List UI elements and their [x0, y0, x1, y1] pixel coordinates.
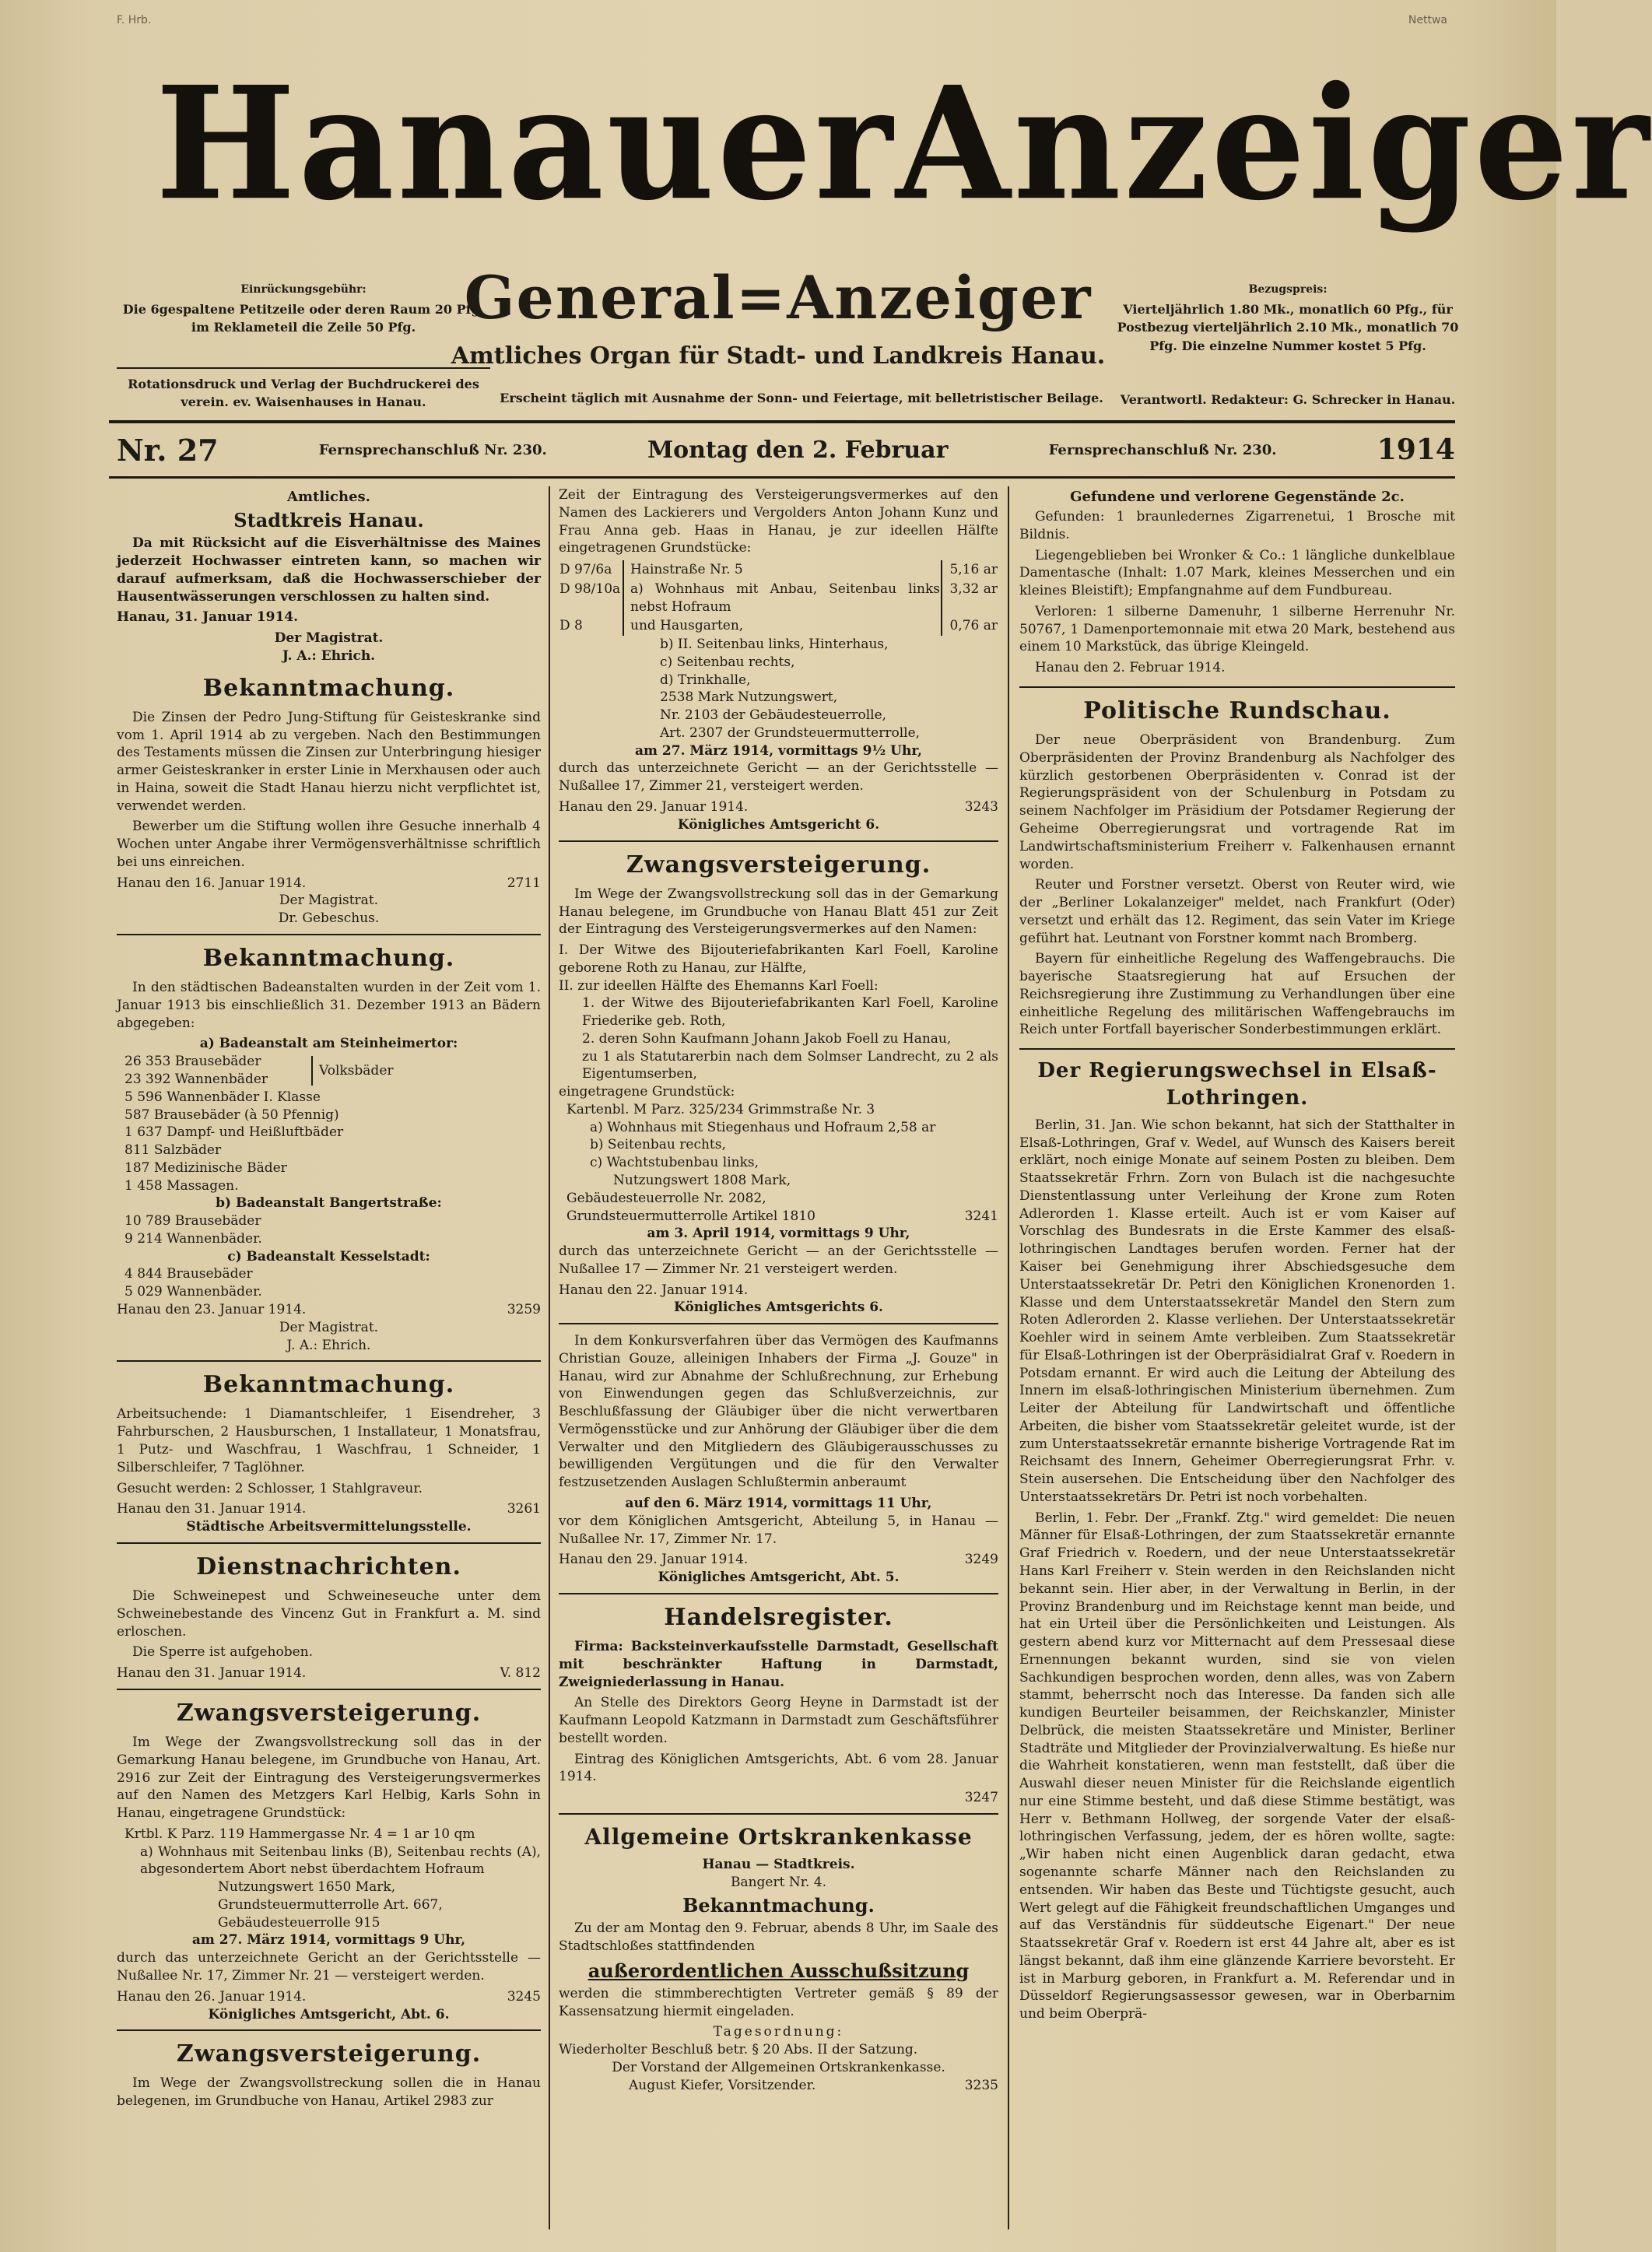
notice-foell	[559, 850, 998, 1325]
bek1-sig1: Der Magistrat.	[279, 893, 379, 909]
table-cell: a) Wohnhaus mit Anbau, Seitenbau links nebst Hofraum	[630, 581, 940, 615]
fund-text2: Liegengeblieben bei Wronker & Co.: 1 längliche dunkelblaue Damentasche (Inhalt: 1.07 Mark, kleines Messerchen und ein kleines Bleistift); Empfangnahme auf dem Fundbureau.	[1019, 547, 1455, 599]
subtitle: General=Anzeiger	[464, 263, 1093, 332]
ok-bek: Bekanntmachung.	[682, 1893, 875, 1917]
ok-text: Zu der am Montag den 9. Februar, abends 8 Uhr, im Saale des Stadtschloßes stattfindenden	[559, 1921, 998, 1954]
bath-item: 811 Salzbäder	[125, 1142, 222, 1159]
foell-num: 3241	[964, 1208, 998, 1224]
bath-item: 26 353 Brausebäder	[125, 1054, 261, 1070]
section-amtliches: Amtliches.	[287, 489, 370, 505]
bath-item: 10 789 Brausebäder	[125, 1213, 261, 1229]
dienst-text: Die Schweinepest und Schweineseuche unter dem Schweinebestande des Vincenz Gut in Frankfurt a. M. sind erloschen.	[117, 1588, 541, 1640]
table-cell: 5,16 ar	[942, 560, 998, 580]
bek3-num: 3261	[507, 1501, 541, 1517]
bek1-sig2: Dr. Gebeschus.	[278, 910, 380, 927]
zw1-line: a) Wohnhaus mit Seitenbau links (B), Seitenbau rechts (A), abgesondertem Abort nebst überdachtem Hofraum	[140, 1843, 541, 1878]
notice-dienst	[117, 1552, 541, 1690]
bek1-p2: Bewerber um die Stiftung wollen ihre Gesuche innerhalb 4 Wochen unter Angabe ihrer Vermögensverhältnisse schriftlich bei uns einreichen.	[117, 819, 541, 870]
table-row	[559, 616, 998, 636]
notice-bek3	[117, 1370, 541, 1544]
dienst-date: Hanau den 31. Januar 1914.	[117, 1665, 307, 1682]
foell-sig: Königliches Amtsgerichts 6.	[674, 1300, 883, 1316]
foell-date: Hanau den 22. Januar 1914.	[559, 1282, 749, 1298]
bek2-date: Hanau den 23. Januar 1914.	[117, 1301, 307, 1317]
fund-date: Hanau den 2. Februar 1914.	[1035, 660, 1226, 676]
zw2-title: Zwangsversteigerung.	[176, 2040, 482, 2068]
ok-to-text: Wiederholter Beschluß betr. § 20 Abs. II der Satzung.	[559, 2042, 918, 2058]
zw1-termin: am 27. März 1914, vormittags 9 Uhr,	[191, 1932, 466, 1949]
official-organ: Amtliches Organ für Stadt- und Landkreis Hanau.	[451, 342, 1106, 370]
bek2-intro: In den städtischen Badeanstalten wurden in der Zeit vom 1. Januar 1913 bis einschließlich 31. Dezember 1913 an Bädern abgegeben:	[117, 980, 541, 1031]
ad-price-head: Einrückungsgebühr:	[240, 283, 367, 296]
subscription-head: Bezugspreis:	[1248, 283, 1328, 296]
rule-bottom	[109, 476, 1455, 479]
bek2-b: b) Badeanstalt Bangertstraße:	[216, 1195, 442, 1212]
parcel-line: Art. 2307 der Grundsteuermutterrolle,	[660, 724, 921, 741]
parcel-line: Nr. 2103 der Gebäudesteuerrolle,	[660, 707, 887, 724]
fund-title: Gefundene und verlorene Gegenstände 2c.	[1070, 489, 1405, 505]
notice-konkurs	[559, 1332, 998, 1594]
konk-text2: vor dem Königlichen Amtsgericht, Abteilung 5, in Hanau — Nußallee Nr. 17, Zimmer Nr. 17.	[559, 1513, 998, 1547]
bek2-num: 3259	[507, 1301, 541, 1317]
zw1-line: Grundsteuermutterrolle Art. 667,	[218, 1896, 443, 1913]
notice-bek1	[117, 673, 541, 935]
ok-sub1: Hanau — Stadtkreis.	[702, 1857, 855, 1873]
ok-sig: August Kiefer, Vorsitzender.	[629, 2077, 816, 2093]
bath-item: 9 214 Wannenbäder.	[125, 1230, 262, 1247]
corner-mark-right: Nettwa	[1408, 14, 1447, 26]
zw2-text: Im Wege der Zwangsvollstreckung sollen die in Hanau belegenen, im Grundbuche von Hanau, Artikel 2983 zur	[117, 2075, 541, 2110]
fund-text1: Gefunden: 1 braunledernes Zigarrenetui, 1 Brosche mit Bildnis.	[1019, 509, 1455, 542]
publisher-box	[117, 367, 490, 411]
pol-p3: Bayern für einheitliche Regelung des Waffengebrauchs. Die bayerische Staatsregierung hat auf Ersuchen der Reichsregierung ihre Zustimmung zu Verhandlungen über eine einheitliche Regelung des militärischen Waffengebrauchs im Reich unter Fortfall bayerischer Sonderbestimmungen erklärt.	[1019, 951, 1455, 1038]
phone-right: Fernsprechanschluß Nr. 230.	[1048, 441, 1277, 458]
section-politik	[1019, 696, 1455, 1050]
hr-text2: An Stelle des Direktors Georg Heyne in Darmstadt ist der Kaufmann Leopold Katzmann in Darmstadt zum Geschäftsführer bestellt worden.	[559, 1695, 998, 1746]
title-right: Anzeiger	[896, 52, 1652, 235]
table-cell: 3,32 ar	[942, 580, 998, 617]
masthead	[156, 52, 1652, 235]
notice-fund	[1019, 488, 1455, 688]
dienst-text2: Die Sperre ist aufgehoben.	[132, 1644, 314, 1661]
konk-sig: Königliches Amtsgericht, Abt. 5.	[658, 1570, 900, 1586]
bek3-sig: Städtische Arbeitsvermittelungsstelle.	[186, 1519, 472, 1535]
foell-text: Im Wege der Zwangsvollstreckung soll das in der Gemarkung Hanau belegene, im Grundbuche von Hanau Blatt 451 zur Zeit der Eintragung des Versteigerungsvermerkes auf den Namen:	[559, 886, 998, 938]
ok-num: 3235	[964, 2077, 998, 2093]
foell-line: Kartenbl. M Parz. 325/234 Grimmstraße Nr. 3	[566, 1101, 875, 1117]
article-regierungswechsel	[1019, 1058, 1455, 2023]
foell-termin: am 3. April 1914, vormittags 9 Uhr,	[647, 1226, 910, 1242]
table-row	[559, 580, 998, 617]
foell-name: II. zur ideellen Hälfte des Ehemanns Karl Foell:	[559, 977, 879, 994]
konk-num: 3249	[964, 1552, 998, 1568]
bek2-volks: Volksbäder	[311, 1056, 394, 1086]
parcel-line: d) Trinkhalle,	[660, 672, 751, 688]
table-cell: D 98/10a	[559, 580, 623, 617]
hr-text3: Eintrag des Königlichen Amtsgerichts, Abt. 6 vom 28. Januar 1914.	[559, 1751, 998, 1785]
pol-p1: Der neue Oberpräsident von Brandenburg. Zum Oberpräsidenten der Provinz Brandenburg als Nachfolger des kürzlich gestorbenen Oberpräsidenten v. Conrad ist der Regierungspräsident von der Schulenburg in Potsdam zu seinem Nachfolger im Präsidium der Potsdamer Regierung der Geheime Oberregierungsrat und vortragende Rat im Landwirtschaftsministerium Freiherr v. Falkenhausen ernannt worden.	[1019, 732, 1455, 872]
notice-zw1	[117, 1698, 541, 2031]
bek2-a: a) Badeanstalt am Steinheimertor:	[199, 1036, 458, 1052]
parcel-table	[559, 560, 998, 636]
issue-bar	[117, 426, 1455, 473]
reg-p1: Berlin, 31. Jan. Wie schon bekannt, hat sich der Statthalter in Elsaß-Lothringen, Graf v. Wedel, auf Wunsch des Kaisers bereit erklärt, noch einige Monate auf seinem Posten zu bleiben. Dem Staatssekretär Frhrn. Zorn von Bulach ist die nachgesuchte Dienstentlassung unter Verleihung der Krone zum Roten Adlerorden 1. Klasse erteilt. Auch ist er vom Kaiser auf Vorschlag des Bundesrats in die Erste Kammer des elsaß-lothringischen Landtages berufen worden. Ferner hat der Kaiser bei Genehmigung ihrer Abschiedsgesuche dem Unterstaatssekretär Dr. Petri den Königlichen Kronenorden 1. Klasse und dem Unterstaatssekretär Mandel den Stern zum Roten Adlerorden 2. Klasse verliehen. Der Unterstaatssekretär Koehler wird in seinem Amte verbleiben. Zum Staatssekretär für Elsaß-Lothringen ist der Oberpräsidialrat Graf v. Roedern in Potsdam ernannt. Er wird auch die Leitung der Abteilung des Innern im elsaß-lothringischen Ministerium übernehmen. Zum Leiter der Abteilung für Landwirtschaft und öffentliche Arbeiten, die bisher vom Staatssekretär geleitet wurde, ist der zum Unterstaatssekretär ernannte bisherige Vortragende Rat im Reichsamt des Innern, Geheimer Oberregierungsrat Frhr. v. Stein ausersehen. Die Entscheidung über den Nachfolger des Unterstaatssekretärs Dr. Petri ist noch vorbehalten.	[1019, 1117, 1455, 1505]
notice-kunz	[559, 486, 998, 842]
bath-item: 5 596 Wannenbäder I. Klasse	[125, 1089, 321, 1105]
zw1-line: Krtbl. K Parz. 119 Hammergasse Nr. 4 = 1 ar 10 qm	[125, 1826, 475, 1842]
editor-box	[1105, 391, 1471, 409]
foell-name: I. Der Witwe des Bijouteriefabrikanten Karl Foell, Karoline geborene Roth zu Hanau, zur Hälfte,	[559, 942, 998, 976]
issue-year: 1914	[1377, 433, 1455, 466]
reg-title: Der Regierungswechsel in Elsaß-Lothringen.	[1037, 1059, 1437, 1110]
rule-top	[109, 420, 1455, 423]
bek2-sig2: J. A.: Ehrich.	[286, 1337, 371, 1353]
table-cell: 0,76 ar	[942, 616, 998, 636]
konk-termin: auf den 6. März 1914, vormittags 11 Uhr,	[625, 1496, 932, 1511]
kunz-intro: Zeit der Eintragung des Versteigerungsvermerkes auf den Namen des Lackierers und Vergolders Anton Johann Kunz und Frau Anna geb. Haas in Hanau, je zur ideellen Hälfte eingetragenen Grundstücke:	[559, 487, 998, 556]
kunz-num: 3243	[964, 799, 998, 816]
hr-num: 3247	[964, 1790, 998, 1806]
konk-date: Hanau den 29. Januar 1914.	[559, 1552, 749, 1568]
pol-title: Politische Rundschau.	[1083, 697, 1391, 724]
kunz-termin: am 27. März 1914, vormittags 9½ Uhr,	[635, 742, 922, 759]
bath-item: 5 029 Wannenbäder.	[125, 1284, 262, 1300]
zw1-date: Hanau den 26. Januar 1914.	[117, 1988, 307, 2005]
parcel-line: c) Seitenbau rechts,	[660, 654, 795, 670]
foell-name: zu 1 als Statutarerbin nach dem Solmser Landrecht, zu 2 als Eigentumserben,	[582, 1048, 998, 1082]
foell-line: Gebäudesteuerrolle Nr. 2082,	[566, 1190, 766, 1206]
ok-sub2: Bangert Nr. 4.	[730, 1875, 827, 1891]
table-cell: Hainstraße Nr. 5	[630, 562, 743, 578]
column-3	[1019, 486, 1455, 2229]
notice-bek2	[117, 943, 541, 1362]
column-divider-2	[1008, 486, 1009, 2229]
bek1-title: Bekanntmachung.	[202, 674, 455, 702]
foell-title: Zwangsversteigerung.	[626, 851, 931, 879]
parcel-line: 2538 Mark Nutzungswert,	[660, 689, 838, 706]
table-cell: D 97/6a	[559, 560, 623, 580]
hochwasser-text: Da mit Rücksicht auf die Eisverhältnisse des Maines jederzeit Hochwasser eintreten kann, so machen wir darauf aufmerksam, daß die Hochwasserschieber der Hausentwässerungen verschlossen zu halten sind.	[117, 535, 541, 605]
bath-item: 23 392 Wannenbäder	[125, 1072, 268, 1088]
foell-line: b) Seitenbau rechts,	[590, 1137, 726, 1153]
dienst-num: V. 812	[500, 1665, 541, 1682]
zw1-num: 3245	[507, 1988, 541, 2005]
title-left: Hanauer	[156, 52, 896, 235]
dienst-title: Dienstnachrichten.	[196, 1552, 461, 1580]
table-cell: D 8	[559, 616, 623, 636]
konk-text: In dem Konkursverfahren über das Vermögen des Kaufmanns Christian Gouze, alleinigen Inhabers der Firma „J. Gouze" in Hanau, wird zur Abnahme der Schlußrechnung, zur Erhebung von Einwendungen gegen das Schlußverzeichnis, zur Beschlußfassung der Gläubiger über die nicht verwertbaren Vermögensstücke und zur Anhörung der Gläubiger über die dem Verwalter und den Mitgliedern des Gläubigerausschusses zu bewilligenden Vergütungen und die für den Verwalter festzusetzenden Auslagen Schlußtermin anberaumt	[559, 1333, 998, 1491]
ok-sitzung: außerordentlichen Ausschußsitzung	[587, 1959, 970, 1982]
bek2-title: Bekanntmachung.	[202, 945, 455, 972]
editor-text: Verantwortl. Redakteur: G. Schrecker in Hanau.	[1120, 392, 1456, 407]
notice-zw2	[117, 2039, 541, 2110]
foell-line: a) Wohnhaus mit Stiegenhaus und Hofraum 2,58 ar	[590, 1119, 936, 1135]
table-row	[559, 560, 998, 580]
foell-line: Grundsteuermutterrolle Artikel 1810	[566, 1208, 815, 1224]
bek3-title: Bekanntmachung.	[202, 1371, 455, 1399]
bek2-sig1: Der Magistrat.	[279, 1319, 379, 1335]
zw1-sig: Königliches Amtsgericht, Abt. 6.	[208, 2006, 450, 2022]
magistrat: Der Magistrat.	[274, 630, 384, 647]
zw1-text2: durch das unterzeichnete Gericht an der Gerichtsstelle — Nußallee Nr. 17, Zimmer Nr. 21 — versteigert werden.	[117, 1950, 541, 1984]
foell-line: Nutzungswert 1808 Mark,	[613, 1172, 791, 1188]
reg-p2: Berlin, 1. Febr. Der „Frankf. Ztg." wird gemeldet: Die neuen Männer für Elsaß-Lothringen, der zum Staatssekretär ernannte Graf Friedrich v. Roedern, und der neue Unterstaatssekretär Hans Karl Freiherr v. Stein werden in den Reichslanden nicht bekannt sein. Hier aber, in der Verwaltung in Berlin, in der Provinz Brandenburg und im Reichstage kennt man beide, und hat ein Urteil über die Persönlichkeiten und Leistungen. Als gestern abend kurz vor Mitternacht auf dem Pressesaal diese Ernennungen bekannt wurden, sind sie von vielen Sachkundigen besprochen worden, denn alles, was von Zabern stammt, beherrscht noch das Interesse. Da fanden sich alle kundigen Beurteiler beisammen, der Reichskanzler, Minister Delbrück, die meisten Staatssekretäre und Minister, Berliner Stadträte und Mitglieder der Provinzialverwaltung. Es hieße nur die Wahrheit konstatieren, wenn man feststellt, daß über die Auswahl dieser neuen Minister für die Reichslande eigentlich nur eine Stimme besteht, und daß diese Stimme bestätigt, was Herr v. Bethmann Hollweg, der sorgende Vater der elsaß-lothringischen Verfassung, jedem, der es hören wollte, sagte: „Wir haben nicht einen Augenblick daran gedacht, etwa sogenannte scharfe Männer nach den Reichslanden zu entsenden. Wir haben das Beste und Tüchtigste gesucht, auch Wert gelegt auf die Fähigkeit freundschaftlichen Umganges und auf das Verständnis für süddeutsche Eigenart." Der neue Staatssekretär Graf v. Roedern ist erst 44 Jahre alt, aber es ist längst bekannt, daß ihm eine glänzende Karriere bevorsteht. Er ist in Marburg geboren, in Frankfurt a. M. Referendar und in Düsseldorf Regierungsassessor gewesen, war in Oberbarnim und beim Oberprä-	[1019, 1510, 1455, 2022]
bath-item: 1 637 Dampf- und Heißluftbäder	[125, 1124, 344, 1141]
zw1-line: Gebäudesteuerrolle 915	[218, 1914, 381, 1931]
column-divider-1	[549, 486, 550, 2229]
zw1-title: Zwangsversteigerung.	[176, 1699, 482, 1727]
kunz-date: Hanau den 29. Januar 1914.	[559, 799, 749, 816]
foell-name: eingetragene Grundstück:	[559, 1084, 735, 1100]
hr-text: Firma: Backsteinverkaufsstelle Darmstadt, Gesellschaft mit beschränkter Haftung in Darmstadt, Zweigniederlassung in Hanau.	[559, 1639, 998, 1690]
magistrat-sig: J. A.: Ehrich.	[282, 647, 376, 664]
ad-price-text: Die 6gespaltene Petitzeile oder deren Raum 20 Pfg. im Reklameteil die Zeile 50 Pfg.	[122, 302, 485, 335]
bek1-p1: Die Zinsen der Pedro Jung-Stiftung für Geisteskranke sind vom 1. April 1914 ab zu vergeben. Nach den Bestimmungen des Testaments müssen die Zinsen zur Unterbringung hiesiger armer Geisteskranker in erster Linie in Merxhausen oder auch in Haina, soweit die Stadt Hanau hierzu nicht verpflichtet ist, verwendet werden.	[117, 709, 541, 814]
hochwasser-date: Hanau, 31. Januar 1914.	[117, 609, 299, 626]
section-stadtkreis: Stadtkreis Hanau.	[233, 509, 424, 532]
notice-ortskrankenkasse	[559, 1822, 998, 2094]
subscription-text: Vierteljährlich 1.80 Mk., monatlich 60 Pfg., für Postbezug vierteljährlich 2.10 Mk., monatlich 70 Pfg. Die einzelne Nummer kostet 5 Pfg.	[1117, 302, 1459, 353]
pol-p2: Reuter und Forstner versetzt. Oberst von Reuter wird, wie der „Berliner Lokalanzeiger" meldet, nach Frankfurt (Oder) versetzt und erhält das 12. Regiment, das sein Vater im Kriege geführt hat. Leutnant von Forstner kommt nach Bromberg.	[1019, 877, 1455, 946]
foell-line: c) Wachtstubenbau links,	[590, 1155, 759, 1171]
bek3-gesucht: Gesucht werden: 2 Schlosser, 1 Stahlgraveur.	[117, 1480, 423, 1496]
bek1-date: Hanau den 16. Januar 1914.	[117, 875, 307, 891]
publisher-text: Rotationsdruck und Verlag der Buchdruckerei des verein. ev. Waisenhauses in Hanau.	[128, 377, 479, 410]
notice-handelsregister	[559, 1602, 998, 1815]
bath-item: 587 Brausebäder (à 50 Pfennig)	[125, 1107, 339, 1123]
parcel-line: b) II. Seitenbau links, Hinterhaus,	[660, 637, 889, 653]
notice-hochwasser	[117, 488, 541, 665]
ok-title: Allgemeine Ortskrankenkasse	[584, 1823, 973, 1850]
foell-name: 1. der Witwe des Bijouteriefabrikanten Karl Foell, Karoline Friederike geb. Roth,	[582, 995, 998, 1030]
bath-item: 187 Medizinische Bäder	[125, 1159, 287, 1176]
publication-note: Erscheint täglich mit Ausnahme der Sonn- und Feiertage, mit belletristischer Beilage.	[500, 391, 1103, 405]
phone-left: Fernsprechanschluß Nr. 230.	[318, 441, 547, 458]
bath-item: 1 458 Massagen.	[125, 1177, 239, 1194]
zw1-line: Nutzungswert 1650 Mark,	[218, 1879, 396, 1896]
fund-text3: Verloren: 1 silberne Damenuhr, 1 silberne Herrenuhr Nr. 50767, 1 Damenportemonnaie mit etwa 20 Mark, bestehend aus einem 10 Markstück, das übrige Kleingeld.	[1019, 603, 1455, 655]
foell-text2: durch das unterzeichnete Gericht — an der Gerichtsstelle — Nußallee 17 — Zimmer Nr. 21 versteigert werden.	[559, 1244, 998, 1277]
bek1-num: 2711	[507, 875, 541, 891]
ok-text2: werden die stimmberechtigten Vertreter gemäß § 89 der Kassensatzung hiermit eingeladen.	[559, 1985, 998, 2019]
kunz-text2: durch das unterzeichnete Gericht — an der Gerichtsstelle — Nußallee 17, Zimmer 21, versteigert werden.	[559, 760, 998, 795]
column-1	[117, 486, 541, 2229]
bek3-text: Arbeitsuchende: 1 Diamantschleifer, 1 Eisendreher, 3 Fahrburschen, 2 Hausburschen, 1 Installateur, 1 Monatsfrau, 1 Putz- und Waschfrau, 1 Waschfrau, 1 Schneider, 1 Silberschleifer, 7 Taglöhner.	[117, 1406, 541, 1475]
bek3-date: Hanau den 31. Januar 1914.	[117, 1501, 307, 1517]
ok-vorstand: Der Vorstand der Allgemeinen Ortskrankenkasse.	[612, 2059, 945, 2075]
column-2	[559, 486, 998, 2229]
foell-name: 2. deren Sohn Kaufmann Johann Jakob Foell zu Hanau,	[582, 1030, 952, 1047]
zw1-text: Im Wege der Zwangsvollstreckung soll das in der Gemarkung Hanau belegene, im Grundbuche von Hanau, Art. 2916 zur Zeit der Eintragung des Versteigerungsvermerkes auf den Namen des Metzgers Karl Helbig, Karls Sohn in Hanau, eingetragene Grundstück:	[117, 1735, 541, 1822]
ok-to: Tagesordnung:	[713, 2024, 844, 2040]
hr-title: Handelsregister.	[664, 1603, 893, 1631]
bek2-c: c) Badeanstalt Kesselstadt:	[227, 1248, 430, 1265]
bath-item: 4 844 Brausebäder	[125, 1266, 253, 1282]
kunz-sig: Königliches Amtsgericht 6.	[677, 816, 880, 833]
table-cell: und Hausgarten,	[630, 618, 744, 634]
issue-number: Nr. 27	[117, 432, 219, 468]
corner-mark-left: F. Hrb.	[117, 14, 152, 26]
issue-date: Montag den 2. Februar	[647, 436, 949, 464]
